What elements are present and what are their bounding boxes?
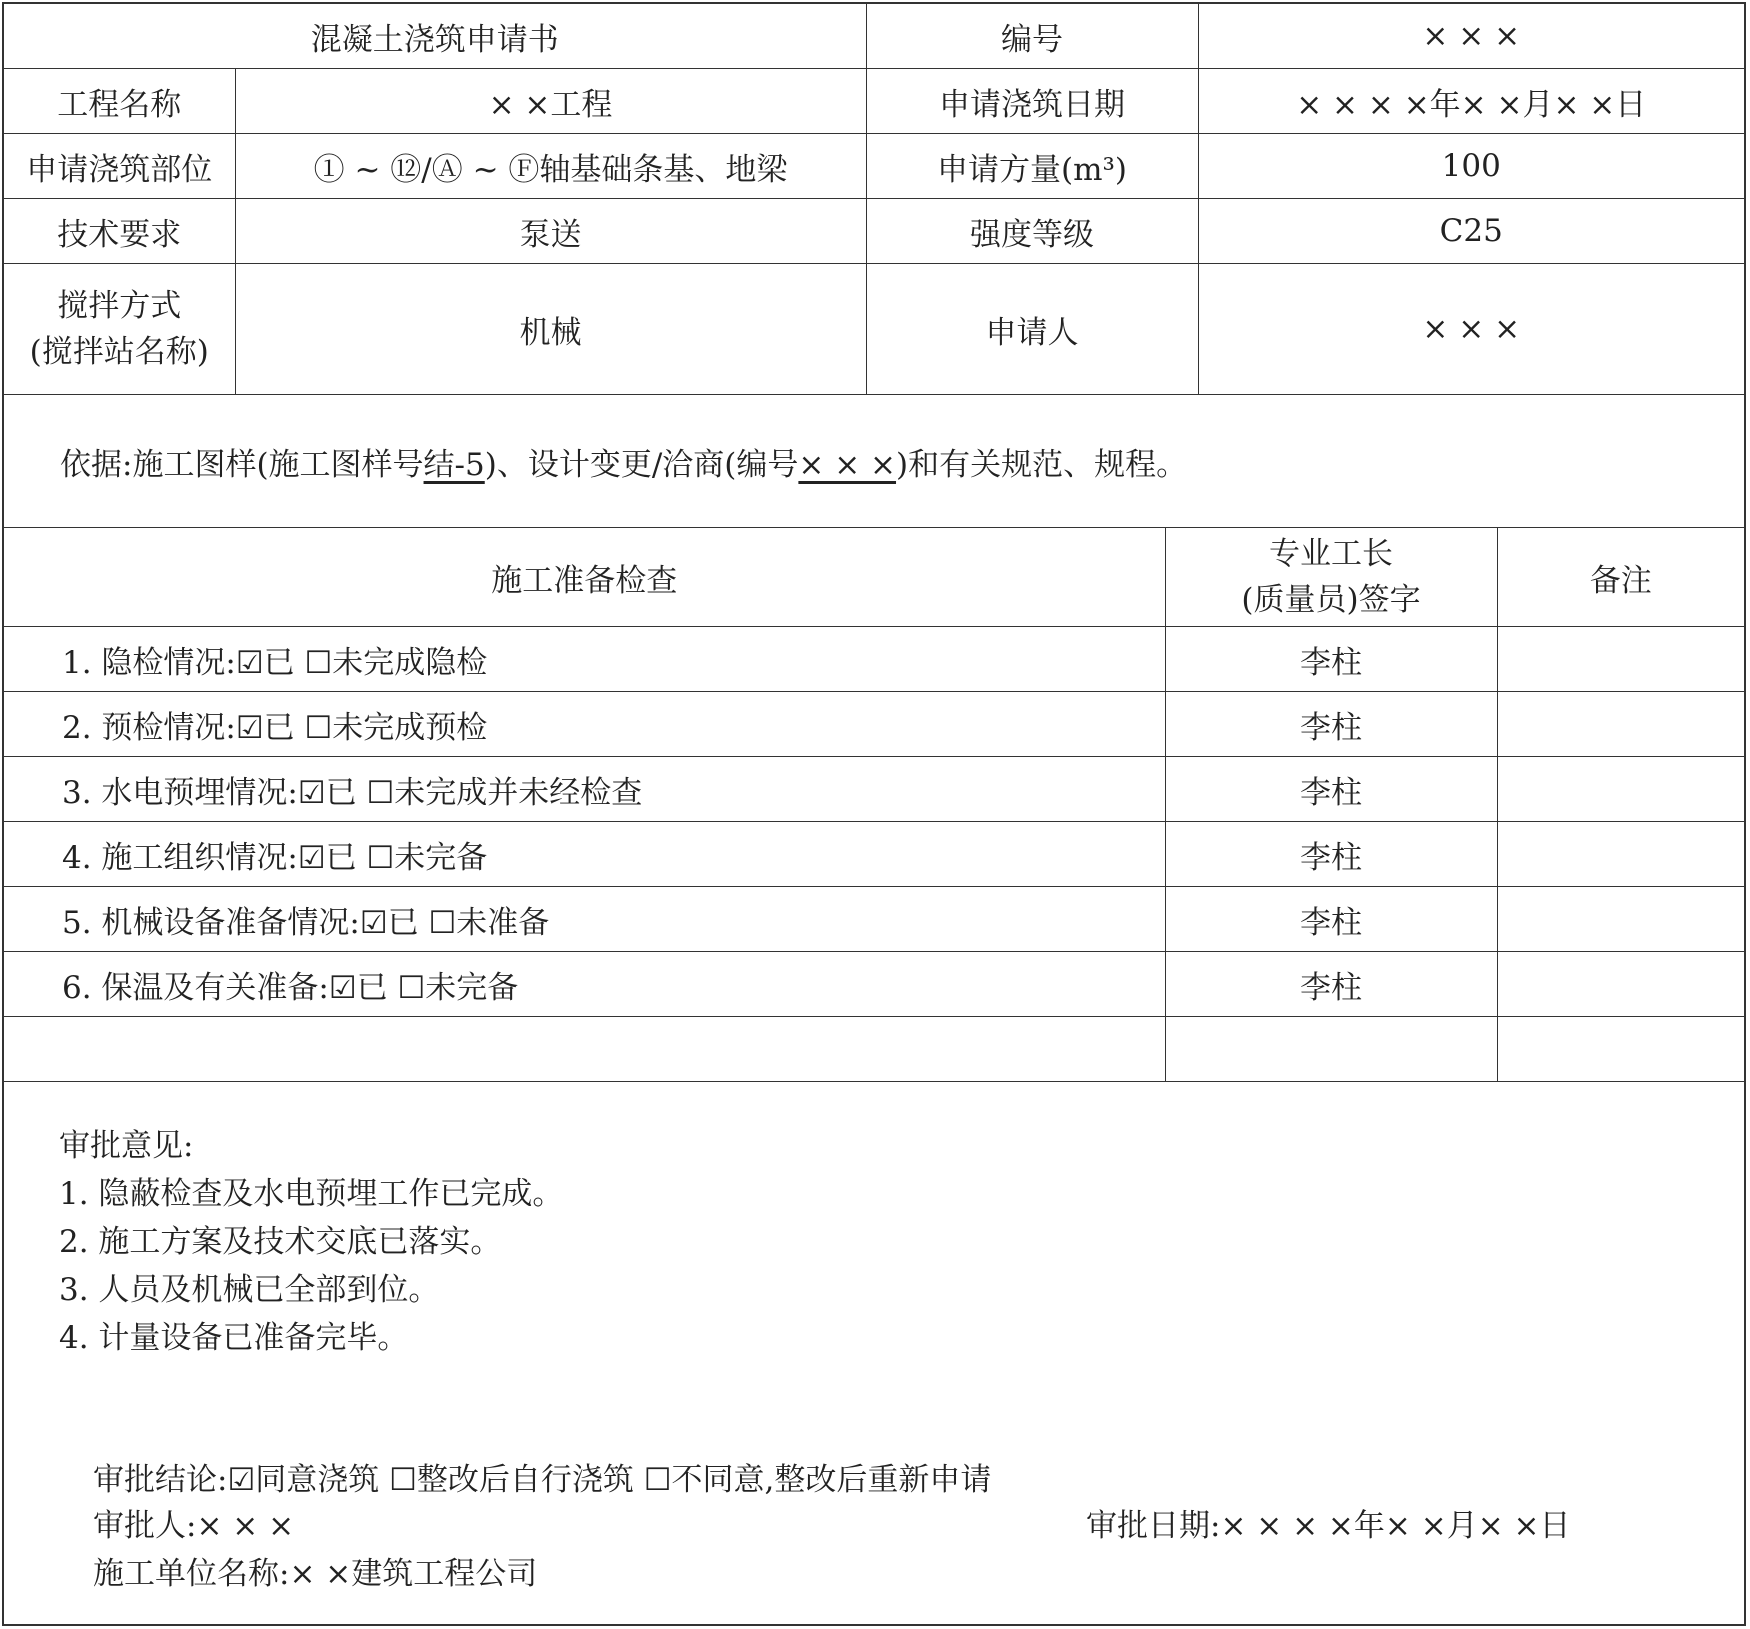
check-header-row [4,528,1744,627]
check-item: 3. 水电预埋情况:☑已 ☐未完成并未经检查 [4,757,1165,822]
company-name: 施工单位名称:× ×建筑工程公司 [93,1556,538,1592]
pour-date-value: × × × ×年× ×月× ×日 [1198,69,1744,134]
check-row [4,952,1744,1017]
number-value: × × × [1198,4,1744,69]
check-item: 6. 保温及有关准备:☑已 ☐未完备 [4,952,1165,1017]
signature-header-line2: (质量员)签字 [1241,582,1421,618]
approval-date: 审批日期:× × × ×年× ×月× ×日 [1086,1508,1571,1544]
volume-label: 申请方量(m³) [866,134,1198,199]
basis-section [4,395,1744,528]
check-item-empty [4,1017,1165,1082]
applicant-value: × × × [1198,264,1744,395]
drawing-number: 结-5 [423,447,485,483]
basis-suffix: )和有关规范、规程。 [896,447,1188,483]
check-item: 2. 预检情况:☑已 ☐未完成预检 [4,692,1165,757]
strength-grade-label: 强度等级 [866,199,1198,264]
check-signature: 李柱 [1165,627,1497,692]
check-signature: 李柱 [1165,887,1497,952]
check-signature-empty [1165,1017,1497,1082]
signature-header-line1: 专业工长 [1269,536,1393,572]
check-row [4,822,1744,887]
pour-location-label: 申请浇筑部位 [4,134,235,199]
check-signature: 李柱 [1165,822,1497,887]
check-row [4,692,1744,757]
number-label: 编号 [866,4,1198,69]
info-row [4,199,1744,264]
check-remark [1497,692,1744,757]
check-row [4,757,1744,822]
approval-conclusion: 审批结论:☑同意浇筑 ☐整改后自行浇筑 ☐不同意,整改后重新申请 [93,1462,992,1498]
applicant-label: 申请人 [866,264,1198,395]
form-title: 混凝土浇筑申请书 [4,4,866,69]
info-row [4,264,1744,395]
check-remark [1497,952,1744,1017]
info-table [4,4,1744,395]
approval-title: 审批意见: [59,1128,194,1164]
title-row [4,4,1744,69]
info-row [4,69,1744,134]
mixing-method-label [4,264,235,395]
tech-requirement-label: 技术要求 [4,199,235,264]
check-remark-empty [1497,1017,1744,1082]
check-signature: 李柱 [1165,757,1497,822]
concrete-pouring-application-form [2,2,1746,1626]
check-remark [1497,887,1744,952]
check-row [4,627,1744,692]
approver: 审批人:× × × [93,1508,295,1544]
basis-text [60,439,1187,484]
mixing-method-label-line2: (搅拌站名称) [29,334,209,370]
approval-opinion: 2. 施工方案及技术交底已落实。 [59,1224,502,1260]
check-remark [1497,627,1744,692]
project-name-value: × ×工程 [235,69,866,134]
check-item-header: 施工准备检查 [4,528,1165,627]
approval-opinion: 4. 计量设备已准备完毕。 [59,1320,409,1356]
check-item: 5. 机械设备准备情况:☑已 ☐未准备 [4,887,1165,952]
info-row [4,134,1744,199]
mixing-method-value: 机械 [235,264,866,395]
change-number: × × × [798,447,897,483]
remark-header: 备注 [1497,528,1744,627]
signature-header [1165,528,1497,627]
check-remark [1497,757,1744,822]
pour-date-label: 申请浇筑日期 [866,69,1198,134]
approval-opinion: 3. 人员及机械已全部到位。 [59,1272,440,1308]
project-name-label: 工程名称 [4,69,235,134]
check-row [4,887,1744,952]
check-remark [1497,822,1744,887]
check-row-empty [4,1017,1744,1082]
check-item: 4. 施工组织情况:☑已 ☐未完备 [4,822,1165,887]
basis-prefix: 依据:施工图样(施工图样号 [60,447,424,483]
basis-middle: )、设计变更/洽商(编号 [484,447,799,483]
check-signature: 李柱 [1165,692,1497,757]
pour-location-value: ① ~ ⑫/Ⓐ ~ Ⓕ轴基础条基、地梁 [235,134,866,199]
check-signature: 李柱 [1165,952,1497,1017]
preparation-check-table [4,528,1744,1082]
strength-grade-value: C25 [1198,199,1744,264]
tech-requirement-value: 泵送 [235,199,866,264]
approval-opinion: 1. 隐蔽检查及水电预埋工作已完成。 [59,1176,564,1212]
approval-section [4,1082,1744,1592]
mixing-method-label-line1: 搅拌方式 [57,288,182,324]
check-item: 1. 隐检情况:☑已 ☐未完成隐检 [4,627,1165,692]
volume-value: 100 [1198,134,1744,199]
